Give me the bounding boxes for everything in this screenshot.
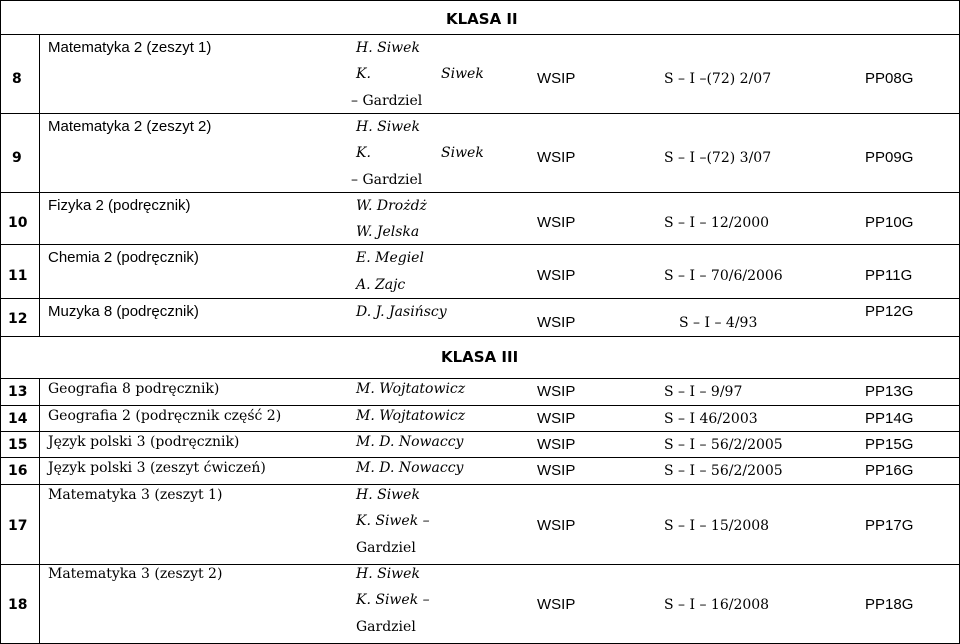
row-separator bbox=[0, 336, 960, 337]
approval-number: S – I –(72) 3/07 bbox=[664, 150, 772, 166]
program-code: PP11G bbox=[865, 267, 913, 284]
approval-number: S – I – 4/93 bbox=[679, 315, 758, 331]
author: D. J. Jasińscy bbox=[356, 304, 447, 320]
author: A. Zajc bbox=[356, 277, 406, 293]
program-code: PP09G bbox=[865, 149, 914, 166]
row-separator bbox=[0, 34, 960, 35]
book-title: Matematyka 2 (zeszyt 1) bbox=[48, 39, 212, 56]
author: M. D. Nowaccy bbox=[356, 460, 464, 476]
author: K. Siwek – bbox=[356, 513, 430, 529]
publisher: WSIP bbox=[537, 436, 576, 453]
row-separator bbox=[0, 378, 960, 379]
row-number: 13 bbox=[8, 384, 28, 400]
author: Gardziel bbox=[356, 619, 416, 635]
author: M. Wojtatowicz bbox=[356, 408, 466, 424]
approval-number: S – I – 12/2000 bbox=[664, 215, 770, 231]
publisher: WSIP bbox=[537, 410, 576, 427]
author: K. bbox=[356, 145, 371, 161]
approval-number: S – I – 56/2/2005 bbox=[664, 437, 783, 453]
book-title: Język polski 3 (podręcznik) bbox=[48, 434, 240, 450]
program-code: PP17G bbox=[865, 517, 914, 534]
publisher: WSIP bbox=[537, 214, 576, 231]
row-separator bbox=[0, 244, 960, 245]
row-number: 16 bbox=[8, 463, 28, 479]
book-title: Fizyka 2 (podręcznik) bbox=[48, 197, 191, 214]
approval-number: S – I –(72) 2/07 bbox=[664, 71, 772, 87]
author: M. Wojtatowicz bbox=[356, 381, 466, 397]
approval-number: S – I – 16/2008 bbox=[664, 597, 770, 613]
row-separator bbox=[0, 192, 960, 193]
row-separator bbox=[0, 405, 960, 406]
program-code: PP18G bbox=[865, 596, 914, 613]
table-border-top bbox=[0, 0, 960, 1]
book-title: Muzyka 8 (podręcznik) bbox=[48, 303, 199, 320]
publisher: WSIP bbox=[537, 149, 576, 166]
author: H. Siwek bbox=[356, 119, 420, 135]
row-number: 8 bbox=[12, 71, 22, 87]
book-title: Matematyka 3 (zeszyt 2) bbox=[48, 566, 223, 582]
author: Gardziel bbox=[356, 540, 416, 556]
author: Siwek bbox=[441, 145, 484, 161]
row-number: 12 bbox=[8, 311, 28, 327]
author: E. Megiel bbox=[356, 250, 424, 266]
author: Siwek bbox=[441, 66, 484, 82]
approval-number: S – I 46/2003 bbox=[664, 411, 758, 427]
author: W. Drożdż bbox=[356, 198, 427, 214]
book-title: Matematyka 2 (zeszyt 2) bbox=[48, 118, 212, 135]
nr-column-divider bbox=[39, 34, 40, 336]
approval-number: S – I – 56/2/2005 bbox=[664, 463, 783, 479]
author: K. Siwek – bbox=[356, 592, 430, 608]
book-title: Język polski 3 (zeszyt ćwiczeń) bbox=[48, 460, 266, 476]
publisher: WSIP bbox=[537, 383, 576, 400]
approval-number: S – I – 9/97 bbox=[664, 384, 743, 400]
book-title: Chemia 2 (podręcznik) bbox=[48, 249, 199, 266]
author: H. Siwek bbox=[356, 40, 420, 56]
program-code: PP13G bbox=[865, 383, 914, 400]
row-separator bbox=[0, 484, 960, 485]
book-title: Geografia 2 (podręcznik część 2) bbox=[48, 408, 282, 424]
author: H. Siwek bbox=[356, 487, 420, 503]
program-code: PP08G bbox=[865, 70, 914, 87]
program-code: PP10G bbox=[865, 214, 914, 231]
author: K. bbox=[356, 66, 371, 82]
row-number: 9 bbox=[12, 150, 22, 166]
publisher: WSIP bbox=[537, 267, 576, 284]
approval-number: S – I – 15/2008 bbox=[664, 518, 770, 534]
author: W. Jelska bbox=[356, 224, 420, 240]
row-number: 17 bbox=[8, 518, 28, 534]
row-separator bbox=[0, 298, 960, 299]
publisher: WSIP bbox=[537, 70, 576, 87]
row-number: 15 bbox=[8, 437, 28, 453]
book-title: Matematyka 3 (zeszyt 1) bbox=[48, 487, 223, 503]
row-separator bbox=[0, 113, 960, 114]
publisher: WSIP bbox=[537, 462, 576, 479]
row-number: 18 bbox=[8, 597, 28, 613]
nr-column-divider bbox=[39, 378, 40, 644]
approval-number: S – I – 70/6/2006 bbox=[664, 268, 783, 284]
row-separator bbox=[0, 431, 960, 432]
row-number: 14 bbox=[8, 411, 28, 427]
author: M. D. Nowaccy bbox=[356, 434, 464, 450]
row-number: 10 bbox=[8, 215, 28, 231]
section-header-klasa-2: KLASA II bbox=[446, 10, 518, 28]
book-title: Geografia 8 podręcznik) bbox=[48, 381, 220, 397]
publisher: WSIP bbox=[537, 314, 576, 331]
publisher: WSIP bbox=[537, 517, 576, 534]
author: – Gardziel bbox=[351, 93, 423, 109]
program-code: PP14G bbox=[865, 410, 914, 427]
program-code: PP16G bbox=[865, 462, 914, 479]
author: – Gardziel bbox=[351, 172, 423, 188]
table-border-left bbox=[0, 0, 1, 644]
section-header-klasa-3: KLASA III bbox=[441, 348, 519, 366]
row-number: 11 bbox=[8, 268, 28, 284]
publisher: WSIP bbox=[537, 596, 576, 613]
author: H. Siwek bbox=[356, 566, 420, 582]
program-code: PP12G bbox=[865, 303, 914, 320]
row-separator bbox=[0, 457, 960, 458]
program-code: PP15G bbox=[865, 436, 914, 453]
